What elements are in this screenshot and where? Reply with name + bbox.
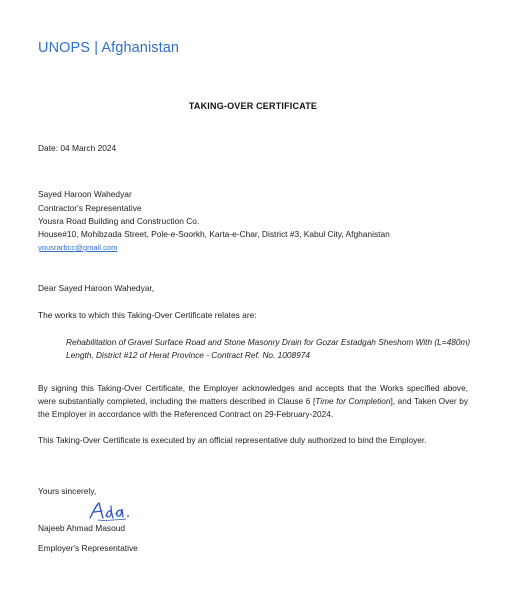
intro-text: The works to which this Taking-Over Certificate relates are: bbox=[38, 310, 257, 320]
authorization-paragraph: This Taking-Over Certificate is executed by an official representative duly authorized to bind the Employer. bbox=[38, 435, 427, 445]
recipient-email-link[interactable]: yousrarbcc@gmail.com bbox=[38, 243, 118, 252]
recipient-email-line bbox=[38, 242, 117, 252]
para1-italic: Time for Completion bbox=[315, 396, 391, 406]
acceptance-paragraph bbox=[38, 382, 468, 421]
salutation: Dear Sayed Haroon Wahedyar, bbox=[38, 283, 155, 293]
works-description bbox=[66, 336, 486, 362]
recipient-name: Sayed Haroon Wahedyar bbox=[38, 189, 132, 199]
document-title: TAKING-OVER CERTIFICATE bbox=[188, 101, 318, 111]
para1-part-a: By signing this Taking-Over Certificate, the Employer acknowledges and accepts that the Works specified above, were substantially completed, including the matters described in Clause 6 [ bbox=[38, 383, 468, 406]
recipient-role: Contractor's Representative bbox=[38, 203, 142, 213]
date-line: Date: 04 March 2024 bbox=[38, 143, 117, 153]
signatory-name: Najeeb Ahmad Masoud bbox=[38, 523, 126, 533]
recipient-company: Yousra Road Building and Construction Co. bbox=[38, 216, 200, 226]
closing: Yours sincerely, bbox=[38, 486, 97, 496]
para1-part-b: ], and Taken Over by the Employer in accordance with the Referenced Contract on 29-February-2024. bbox=[38, 396, 469, 419]
works-line-1: Rehabilitation of Gravel Surface Road and Stone Masonry Drain for Gozar Estadgah Sheshom With (L=480m) bbox=[66, 337, 471, 347]
works-line-2: Length, District #12 of Herat Province - Contract Ref. No. 1008974 bbox=[66, 350, 310, 360]
organization-header: UNOPS | Afghanistan bbox=[38, 40, 180, 56]
signatory-title: Employer's Representative bbox=[38, 543, 138, 553]
handwritten-signature bbox=[86, 500, 146, 524]
recipient-address: House#10, Mohibzada Street, Pole-e-Soorkh, Karta-e-Char, District #3, Kabul City, Afghanistan bbox=[38, 229, 390, 239]
